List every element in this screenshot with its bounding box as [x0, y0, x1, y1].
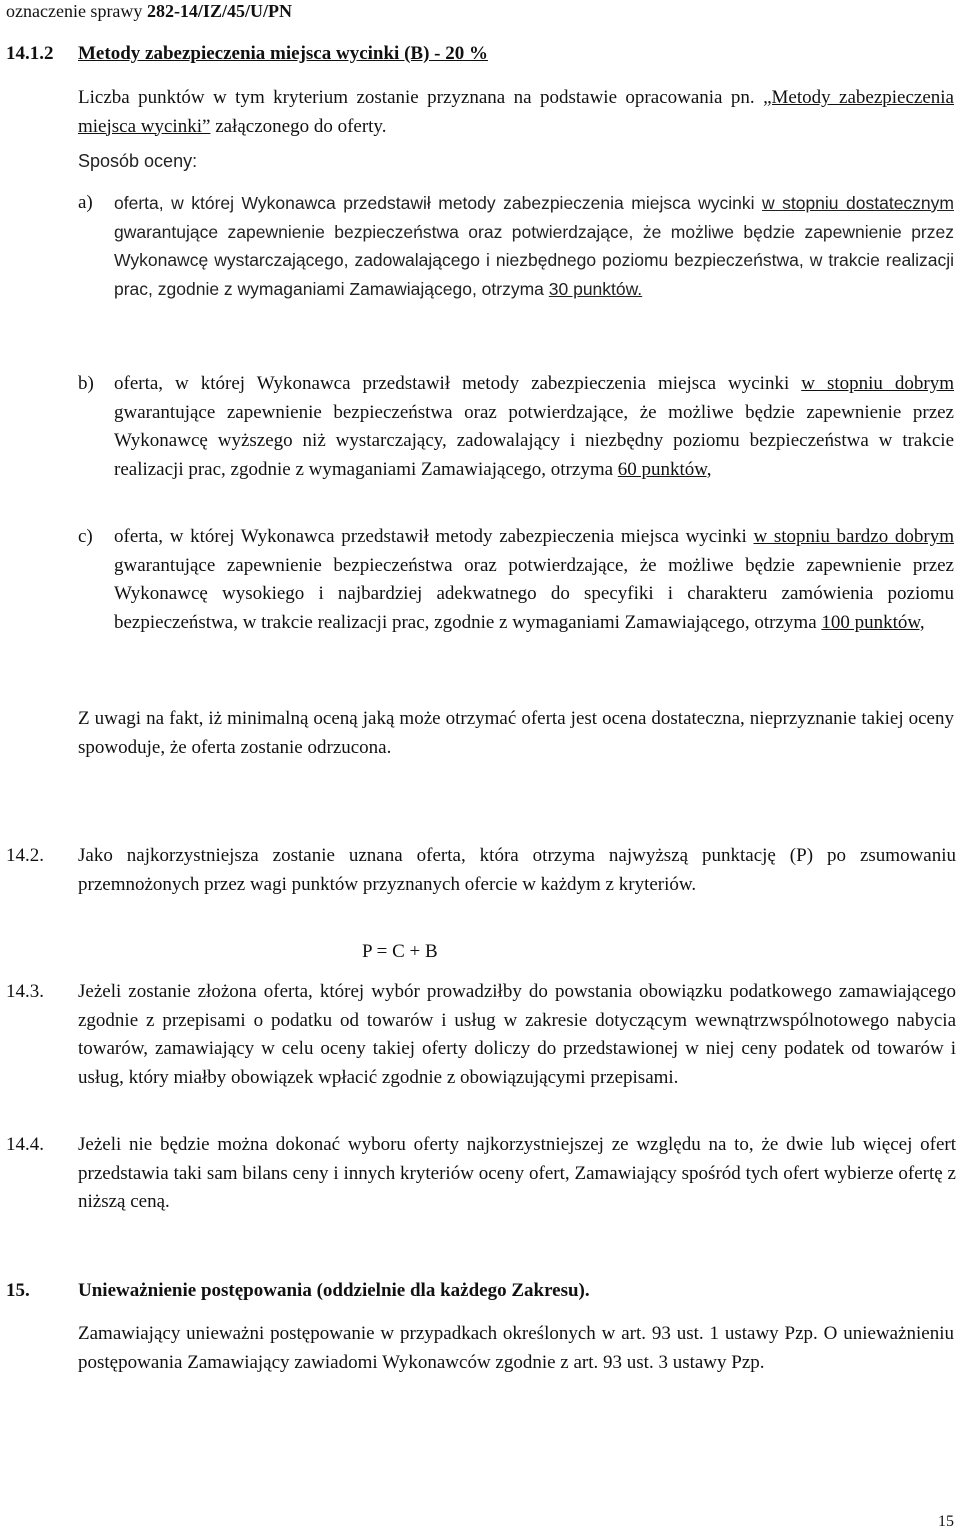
section-text: Jako najkorzystniejsza zostanie uznana oferta, która otrzyma najwyższą punktację (P) po zsumowaniu przemnożonych przez wagi punktów przyznanych ofercie w każdym z kryteriów. [78, 845, 956, 895]
criterion-item-c [78, 523, 954, 637]
intro-quote: „Metody zabezpieczenia miejsca wycinki” [78, 87, 954, 137]
section-text: Jeżeli nie będzie można dokonać wyboru oferty najkorzystniejszej ze względu na to, że dwie lub więcej ofert przedstawia taki sam bilans ceny i innych kryteriów oceny ofert, Zamawiający spośród tych ofert wybierze ofertę z niższą ceną. [78, 1134, 956, 1212]
section-15-heading [6, 1277, 590, 1306]
item-text: oferta, w której Wykonawca przedstawił metody zabezpieczenia miejsca wycinki [114, 526, 754, 547]
section-title: Metody zabezpieczenia miejsca wycinki (B) - 20 % [78, 43, 488, 64]
scoring-formula: P = C + B [362, 941, 438, 962]
section-title: Unieważnienie postępowania (oddzielnie dla każdego Zakresu). [78, 1280, 590, 1301]
item-text-cont: gwarantujące zapewnienie bezpieczeństwa oraz potwierdzające, że możliwe będzie zapewnienie przez Wykonawcę wysokiego i najbardziej adekwatnego do specyfiki i charakteru zamówienia poziomu bezpieczeństwa, w trakcie realizacji prac, zgodnie z wymaganiami Zamawiającego, otrzyma [114, 554, 954, 633]
section-text: Jeżeli zostanie złożona oferta, której wybór prowadziłby do powstania obowiązku podatkowego zamawiającego zgodnie z przepisami o podatku od towarów i usług w zakresie dotyczącym wewnątrzwspólnotowego nabycia towarów, zamawiający w celu oceny takiej oferty doliczy do przedstawionej w niej ceny podatek od towarów i usług, który miałby obowiązek wpłacić zgodnie z obowiązującymi przepisami. [78, 981, 956, 1088]
section-14-1-2-heading [6, 40, 946, 68]
item-text-cont: gwarantujące zapewnienie bezpieczeństwa oraz potwierdzające, że możliwe będzie zapewnienie przez Wykonawcę wyższego niż wystarczający, zadowalający i niezbędny poziomu bezpieczeństwa w trakcie realizacji prac, zgodnie z wymaganiami Zamawiającego, otrzyma [114, 401, 954, 480]
item-label: c) [78, 526, 93, 547]
criterion-item-a [78, 189, 954, 303]
item-text: oferta, w której Wykonawca przedstawił metody zabezpieczenia miejsca wycinki [114, 193, 762, 213]
closing-note: Z uwagi na fakt, iż minimalną oceną jaką może otrzymać oferta jest ocena dostateczna, nieprzyznanie takiej oceny spowoduje, że oferta zostanie odrzucona. [78, 708, 954, 758]
item-level: w stopniu dobrym [801, 373, 954, 394]
item-label: a) [78, 192, 93, 213]
item-label: b) [78, 373, 94, 394]
intro-text-end: załączonego do oferty. [210, 115, 387, 137]
item-points: 100 punktów, [821, 611, 925, 633]
item-text: oferta, w której Wykonawca przedstawił metody zabezpieczenia miejsca wycinki [114, 373, 802, 394]
case-ref-number: 282-14/IZ/45/U/PN [146, 1, 292, 21]
section-intro [78, 84, 954, 141]
item-points: 60 punktów, [617, 458, 712, 480]
section-number: 14.2. [6, 845, 44, 866]
section-number: 14.1.2 [6, 43, 54, 64]
section-14-3 [6, 978, 956, 1092]
page-number: 15 [938, 1513, 954, 1530]
item-level: w stopniu dostatecznym [761, 193, 954, 213]
section-14-4 [6, 1131, 956, 1217]
section-number: 14.4. [6, 1134, 44, 1155]
intro-text: Liczba punktów w tym kryterium zostanie przyznana na podstawie opracowania pn. [78, 87, 764, 108]
case-ref-label: oznaczenie sprawy [6, 1, 143, 21]
section-15-text: Zamawiający unieważni postępowanie w przypadkach określonych w art. 93 ust. 1 ustawy Pzp. O unieważnieniu postępowania Zamawiający zawiadomi Wykonawców zgodnie z art. 93 ust. 3 ustawy Pzp. [78, 1323, 954, 1373]
criterion-item-b [78, 370, 954, 484]
section-number: 15. [6, 1280, 30, 1301]
item-level: w stopniu bardzo dobrym [753, 526, 954, 547]
section-14-2 [6, 842, 956, 899]
section-number: 14.3. [6, 981, 44, 1002]
case-reference [6, 0, 292, 22]
item-points: 30 punktów. [548, 278, 643, 299]
method-label: Sposób oceny: [78, 151, 198, 171]
item-text-cont: gwarantujące zapewnienie bezpieczeństwa oraz potwierdzające, że możliwe będzie zapewnienie przez Wykonawcę wystarczającego, zadowalającego i niezbędnego poziomu bezpieczeństwa, w trakcie realizacji prac, zgodnie z wymaganiami Zamawiającego, otrzyma [114, 221, 954, 299]
